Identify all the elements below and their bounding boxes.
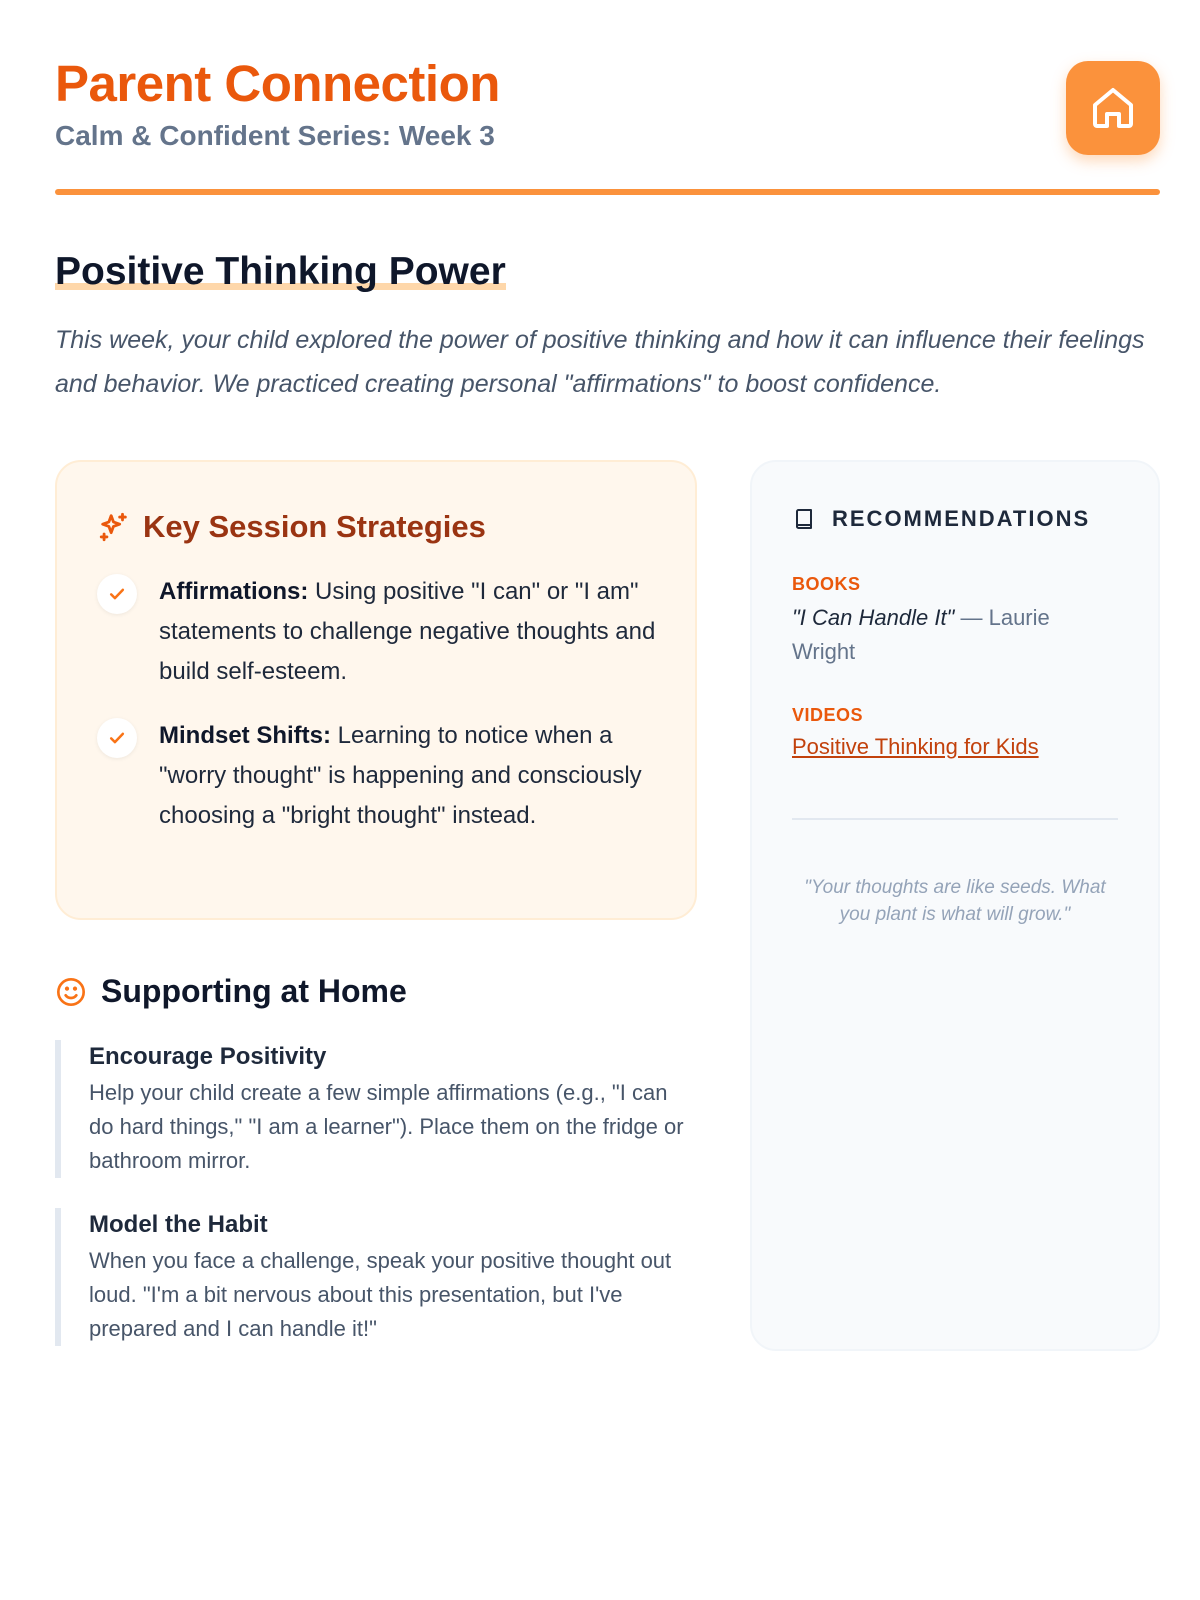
lesson-title bbox=[55, 250, 506, 294]
inspirational-quote: "Your thoughts are like seeds. What you plant is what will grow." bbox=[804, 877, 1106, 925]
recommendations-title: RECOMMENDATIONS bbox=[832, 506, 1091, 531]
smile-icon bbox=[55, 976, 87, 1008]
home-support-header bbox=[55, 973, 407, 1010]
tip-title: Encourage Positivity bbox=[89, 1043, 327, 1070]
page-title: Parent Connection bbox=[55, 55, 500, 112]
videos-section bbox=[792, 705, 1118, 760]
strategy-item bbox=[97, 572, 659, 692]
strategy-description: Learning to notice when a "worry thought" is happening and consciously choosing a "bright thought" instead. bbox=[159, 722, 642, 829]
check-icon bbox=[107, 728, 127, 748]
recommendations-header bbox=[792, 502, 1118, 536]
strategies-header bbox=[97, 502, 655, 552]
strategy-label: Affirmations: bbox=[159, 578, 309, 605]
recommendations-panel bbox=[750, 460, 1160, 1351]
tip-body: When you face a challenge, speak your positive thought out loud. "I'm a bit nervous about this presentation, but I've prepared and I can handle it!" bbox=[89, 1248, 672, 1341]
lesson-intro: This week, your child explored the power of positive thinking and how it can influence their feelings and behavior. We practiced creating personal "affirmations" to boost confidence. bbox=[55, 326, 1145, 398]
home-button[interactable] bbox=[1066, 61, 1160, 155]
strategies-card bbox=[55, 460, 697, 920]
strategies-title: Key Session Strategies bbox=[143, 509, 486, 544]
strategy-label: Mindset Shifts: bbox=[159, 722, 331, 749]
home-support-title: Supporting at Home bbox=[101, 973, 407, 1009]
home-tip bbox=[55, 1208, 695, 1346]
tip-title: Model the Habit bbox=[89, 1211, 268, 1238]
header-divider bbox=[55, 189, 1160, 195]
strategy-text bbox=[159, 572, 659, 692]
strategy-item bbox=[97, 716, 659, 836]
video-link[interactable]: Positive Thinking for Kids bbox=[792, 734, 1039, 759]
book-author: — Laurie Wright bbox=[792, 605, 1050, 664]
parent-connection-page bbox=[55, 0, 1160, 1341]
recommendations-divider bbox=[792, 818, 1118, 820]
lesson-title-text: Positive Thinking Power bbox=[55, 250, 506, 293]
book-recommendation bbox=[792, 601, 1118, 669]
sparkles-icon bbox=[97, 510, 131, 544]
tip-body: Help your child create a few simple affirmations (e.g., "I can do hard things," "I am a learner"). Place them on the fridge or bathroom mirror. bbox=[89, 1080, 684, 1173]
home-tip bbox=[55, 1040, 695, 1178]
books-section bbox=[792, 574, 1118, 669]
check-icon bbox=[107, 584, 127, 604]
page-header bbox=[55, 0, 1160, 196]
strategy-text bbox=[159, 716, 659, 836]
check-badge bbox=[97, 718, 137, 758]
series-subtitle: Calm & Confident Series: Week 3 bbox=[55, 120, 495, 151]
videos-label: VIDEOS bbox=[792, 705, 864, 725]
home-icon bbox=[1089, 84, 1137, 132]
book-icon bbox=[792, 506, 816, 532]
book-title: "I Can Handle It" bbox=[792, 605, 955, 630]
books-label: BOOKS bbox=[792, 574, 861, 594]
check-badge bbox=[97, 574, 137, 614]
strategy-description: Using positive "I can" or "I am" statements to challenge negative thoughts and build self-esteem. bbox=[159, 578, 656, 685]
